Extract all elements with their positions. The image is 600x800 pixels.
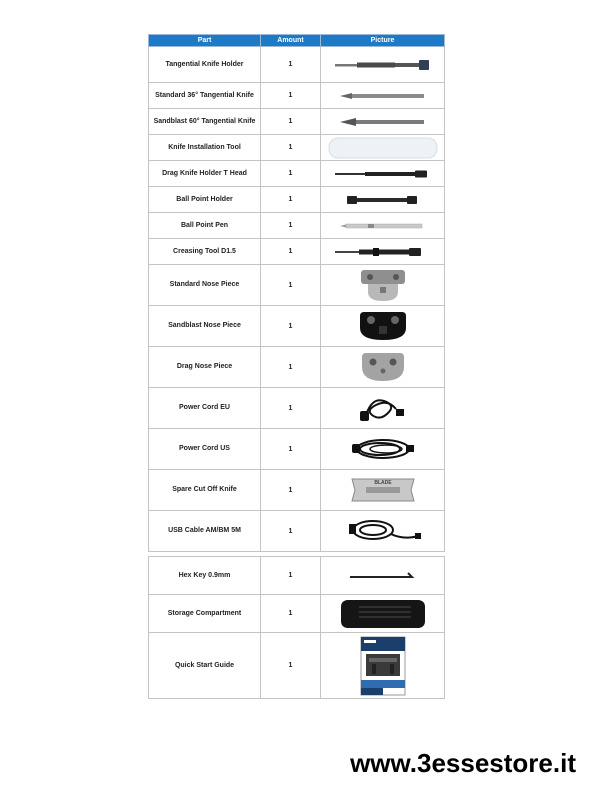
- storage-case-icon: [337, 597, 429, 631]
- installation-tool-icon: [328, 137, 438, 159]
- ball-point-holder-icon: [343, 193, 423, 207]
- table-row: [149, 213, 445, 239]
- table-row: [149, 187, 445, 213]
- table-row: [149, 161, 445, 187]
- part-amount: 1: [261, 83, 321, 109]
- part-name: Drag Nose Piece: [149, 347, 261, 388]
- part-amount: 1: [261, 511, 321, 552]
- blade-label: BLADE: [373, 480, 392, 486]
- part-name: Ball Point Pen: [149, 213, 261, 239]
- part-name: Knife Installation Tool: [149, 135, 261, 161]
- usb-cable-icon: [343, 516, 423, 546]
- spare-blade-icon: [348, 473, 418, 507]
- part-amount: 1: [261, 187, 321, 213]
- table-row: [149, 347, 445, 388]
- part-name: Sandblast Nose Piece: [149, 306, 261, 347]
- part-amount: 1: [261, 429, 321, 470]
- creasing-tool-icon: [333, 245, 433, 259]
- part-amount: 1: [261, 47, 321, 83]
- part-name: Storage Compartment: [149, 595, 261, 633]
- table-row: [149, 306, 445, 347]
- standard-nose-piece-icon: [358, 267, 408, 303]
- part-name: Creasing Tool D1.5: [149, 239, 261, 265]
- part-amount: 1: [261, 239, 321, 265]
- part-name: Ball Point Holder: [149, 187, 261, 213]
- part-name: Power Cord US: [149, 429, 261, 470]
- table-row: [149, 388, 445, 429]
- part-amount: 1: [261, 470, 321, 511]
- part-name: Tangential Knife Holder: [149, 47, 261, 83]
- header-part: Part: [149, 35, 261, 47]
- table-row: [149, 633, 445, 699]
- part-amount: 1: [261, 595, 321, 633]
- part-amount: 1: [261, 135, 321, 161]
- power-cord-eu-icon: [358, 391, 408, 425]
- part-amount: 1: [261, 347, 321, 388]
- table-row: [149, 511, 445, 552]
- sandblast-knife-icon: [338, 116, 428, 128]
- drag-nose-piece-icon: [358, 349, 408, 385]
- part-amount: 1: [261, 265, 321, 306]
- table-row: [149, 239, 445, 265]
- part-name: Hex Key 0.9mm: [149, 557, 261, 595]
- part-amount: 1: [261, 109, 321, 135]
- header-picture: Picture: [321, 35, 445, 47]
- table-row: [149, 265, 445, 306]
- drag-knife-holder-icon: [333, 168, 433, 180]
- table-row: [149, 135, 445, 161]
- table-row: [149, 109, 445, 135]
- part-name: Drag Knife Holder T Head: [149, 161, 261, 187]
- part-name: Quick Start Guide: [149, 633, 261, 699]
- part-amount: 1: [261, 633, 321, 699]
- ball-point-pen-icon: [338, 221, 428, 231]
- hex-key-icon: [348, 570, 418, 582]
- standard-knife-icon: [338, 90, 428, 102]
- table-row: [149, 429, 445, 470]
- part-name: Standard 36° Tangential Knife: [149, 83, 261, 109]
- power-cord-us-icon: [350, 434, 416, 464]
- table-header-row: [149, 35, 445, 47]
- table-row: [149, 595, 445, 633]
- table-row: [149, 557, 445, 595]
- website-url: www.3essestore.it: [350, 748, 576, 778]
- parts-table: [148, 34, 445, 699]
- part-name: Power Cord EU: [149, 388, 261, 429]
- part-amount: 1: [261, 557, 321, 595]
- part-name: Sandblast 60° Tangential Knife: [149, 109, 261, 135]
- table-row: [149, 47, 445, 83]
- table-row: [149, 83, 445, 109]
- header-amount: Amount: [261, 35, 321, 47]
- part-name: Spare Cut Off Knife: [149, 470, 261, 511]
- tangential-knife-holder-icon: [333, 55, 433, 75]
- part-name: Standard Nose Piece: [149, 265, 261, 306]
- part-amount: 1: [261, 161, 321, 187]
- part-name: USB Cable AM/BM 5M: [149, 511, 261, 552]
- sandblast-nose-piece-icon: [358, 308, 408, 344]
- table-row: [149, 470, 445, 511]
- part-amount: 1: [261, 388, 321, 429]
- quick-start-guide-icon: [360, 636, 406, 696]
- part-amount: 1: [261, 213, 321, 239]
- part-amount: 1: [261, 306, 321, 347]
